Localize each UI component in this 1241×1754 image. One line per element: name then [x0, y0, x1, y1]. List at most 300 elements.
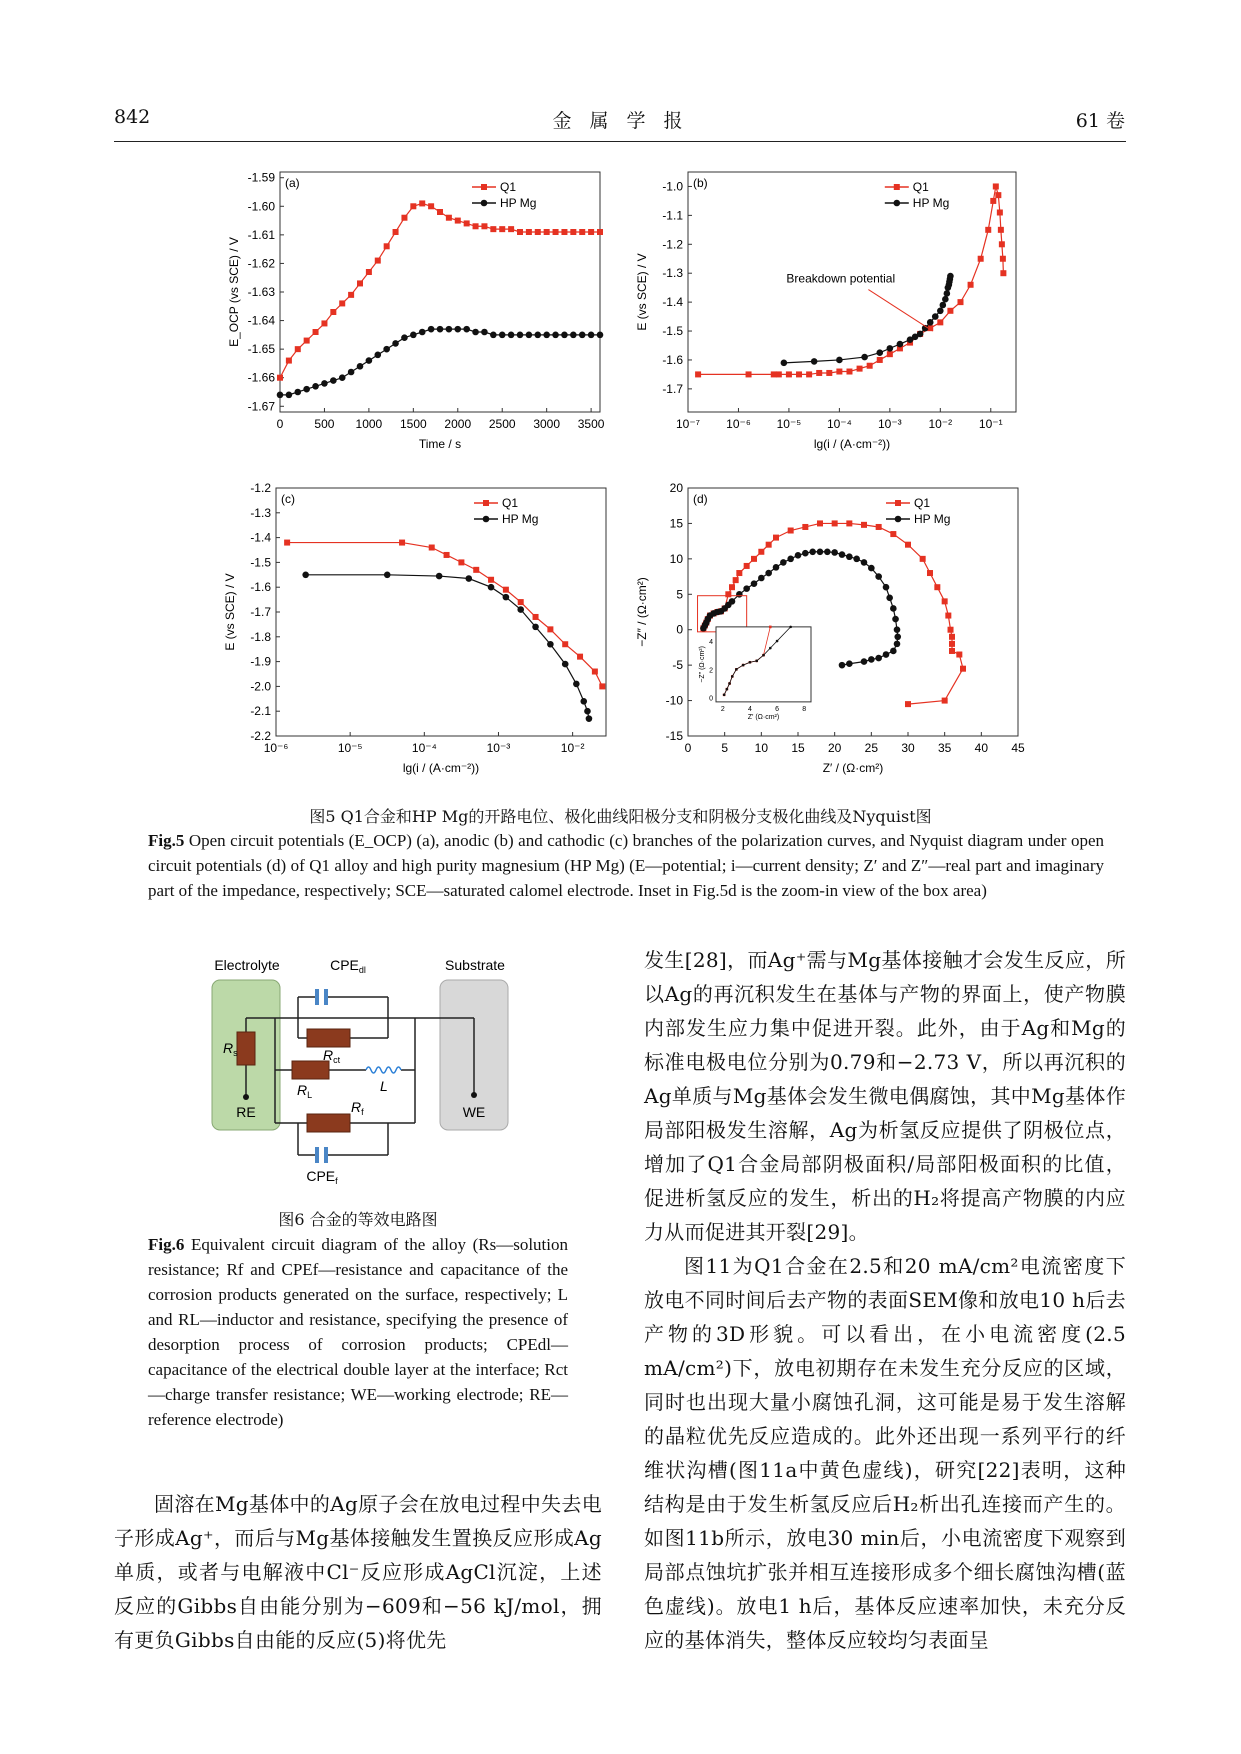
- data-point: [832, 520, 838, 526]
- data-point: [883, 651, 890, 658]
- x-axis-label: Time / s: [418, 437, 462, 451]
- data-point: [410, 203, 416, 209]
- data-point: [481, 329, 488, 336]
- data-point: [846, 660, 853, 667]
- data-point: [875, 655, 882, 662]
- data-point: [949, 641, 955, 647]
- y-tick-label: -1.6: [250, 580, 271, 595]
- data-point: [573, 681, 580, 688]
- data-point: [897, 341, 904, 348]
- data-point: [383, 346, 390, 353]
- data-point: [463, 326, 470, 333]
- data-point: [437, 326, 444, 333]
- panel-d: [635, 481, 1025, 775]
- legend-marker: [481, 200, 488, 207]
- data-point: [861, 658, 868, 665]
- x-tick-label: 10⁻⁴: [826, 417, 852, 431]
- legend-label: HP Mg: [914, 512, 951, 526]
- data-point: [580, 698, 587, 705]
- y-axis-label: E (vs SCE) / V: [635, 253, 649, 331]
- panel-a-frame: [280, 172, 600, 412]
- x-tick-label: 10⁻⁵: [776, 417, 802, 431]
- electrolyte-label: Electrolyte: [214, 957, 280, 973]
- data-point: [499, 226, 505, 232]
- data-point: [802, 550, 809, 557]
- data-point: [312, 383, 319, 390]
- cpe-f-label: $CPE_f$: [306, 1168, 338, 1185]
- data-point: [458, 559, 464, 565]
- data-point: [839, 662, 846, 669]
- y-tick-label: -1.61: [247, 227, 275, 242]
- inset-y-tick-label: 0: [709, 695, 713, 703]
- data-point: [883, 584, 890, 591]
- fig6-caption-en: [148, 1232, 568, 1432]
- data-point: [894, 634, 901, 641]
- x-tick-label: 10⁻⁷: [675, 417, 701, 431]
- data-point: [736, 591, 743, 598]
- data-point: [366, 269, 372, 275]
- data-point: [518, 599, 524, 605]
- data-point: [508, 226, 514, 232]
- inset-frame: [716, 627, 811, 702]
- fig5-caption-text: Open circuit potentials (E_OCP) (a), anodic (b) and cathodic (c) branches of the polarization curves, and Nyquist diagram under open circuit potentials (d) of Q1 alloy and high purity magnesium (HP Mg) (E—potential; i—current density; Z′ and Z″—real part and imaginary part of the impedance, respectively; SCE—saturated calomel electrode. Inset in Fig.5d is the zoom-in view of the box area): [148, 831, 1105, 900]
- data-point: [766, 542, 772, 548]
- data-point: [743, 585, 750, 592]
- data-point: [927, 570, 933, 576]
- data-point: [773, 564, 780, 571]
- y-tick-label: -1.5: [662, 324, 683, 339]
- y-tick-label: 5: [676, 587, 683, 602]
- data-point: [295, 346, 301, 352]
- inset-point: [728, 682, 731, 685]
- panel-c-frame: [276, 488, 606, 736]
- data-point: [942, 598, 948, 604]
- x-tick-label: 1500: [399, 417, 427, 431]
- data-point: [787, 556, 794, 563]
- data-point: [455, 218, 461, 224]
- panel-label: (b): [693, 176, 708, 190]
- data-point: [277, 392, 284, 399]
- data-point: [410, 332, 417, 339]
- x-tick-label: 0: [276, 417, 284, 431]
- inset-y-tick-label: 4: [709, 639, 713, 647]
- data-point: [846, 369, 852, 375]
- rct-label: $R_{ct}$: [323, 1047, 341, 1065]
- data-point: [733, 577, 739, 583]
- legend-label: Q1: [914, 496, 931, 510]
- data-point: [466, 575, 473, 582]
- data-point: [846, 520, 852, 526]
- inset-point: [769, 626, 772, 629]
- x-tick-label: 20: [827, 741, 842, 755]
- data-point: [947, 273, 954, 280]
- data-point: [586, 715, 593, 722]
- data-point: [932, 313, 939, 320]
- data-point: [999, 241, 1005, 247]
- data-point: [488, 584, 495, 591]
- data-point: [375, 258, 381, 264]
- series-line-hp-mg: [280, 329, 600, 395]
- y-tick-label: 15: [669, 516, 683, 531]
- data-point: [588, 332, 595, 339]
- series-line-hp-mg: [784, 276, 951, 363]
- data-point: [905, 542, 911, 548]
- data-point: [499, 332, 506, 339]
- rs-resistor: [237, 1032, 255, 1065]
- data-point: [861, 522, 867, 528]
- data-point: [384, 243, 390, 249]
- data-point: [446, 326, 453, 333]
- data-point: [357, 363, 364, 370]
- data-point: [736, 570, 742, 576]
- data-point: [321, 320, 327, 326]
- data-point: [890, 531, 896, 537]
- y-tick-label: -1.2: [662, 237, 683, 252]
- data-point: [526, 229, 532, 235]
- x-tick-label: 40: [974, 741, 989, 755]
- x-tick-label: 10⁻⁶: [726, 417, 751, 431]
- y-tick-label: -1.4: [662, 295, 683, 310]
- y-tick-label: -1.9: [250, 654, 271, 669]
- data-point: [960, 666, 966, 672]
- legend-marker: [895, 516, 902, 523]
- fig5-caption-en: [148, 828, 1104, 903]
- series-line-q1: [287, 543, 602, 687]
- data-point: [773, 535, 779, 541]
- data-point: [809, 548, 816, 555]
- y-tick-label: -1.7: [662, 381, 683, 396]
- y-axis-label: E_OCP (vs SCE) / V: [227, 237, 241, 347]
- data-point: [948, 627, 954, 633]
- data-point: [1000, 256, 1006, 262]
- y-tick-label: -1.60: [247, 199, 275, 214]
- cpe-dl-label: $CPE_{dl}$: [330, 957, 366, 975]
- data-point: [887, 345, 894, 352]
- x-tick-label: 10: [754, 741, 769, 755]
- data-point: [330, 309, 336, 315]
- data-point: [751, 556, 757, 562]
- inductor-label: L: [380, 1078, 388, 1094]
- inset-x-tick-label: 6: [775, 705, 780, 713]
- data-point: [746, 371, 752, 377]
- data-point: [570, 229, 576, 235]
- data-point: [868, 565, 875, 572]
- data-point: [592, 669, 598, 675]
- x-tick-label: 500: [314, 417, 335, 431]
- x-tick-label: 10⁻³: [878, 417, 902, 431]
- breakdown-annotation: Breakdown potential: [786, 271, 896, 286]
- x-tick-label: 35: [937, 741, 952, 755]
- data-point: [330, 377, 337, 384]
- y-axis-label: −Z″ / (Ω·cm²): [635, 577, 649, 647]
- fig6-caption-cn: 图6 合金的等效电路图: [278, 1210, 438, 1229]
- x-tick-label: 10⁻⁵: [337, 741, 363, 755]
- x-tick-label: 1000: [355, 417, 383, 431]
- data-point: [875, 573, 882, 580]
- data-point: [503, 594, 510, 601]
- header-rule: [114, 141, 1126, 142]
- data-point: [419, 200, 425, 206]
- y-tick-label: 0: [676, 622, 683, 637]
- data-point: [877, 357, 883, 363]
- data-point: [472, 329, 479, 336]
- data-point: [887, 351, 893, 357]
- rct-resistor: [307, 1029, 350, 1047]
- x-axis-label: lg(i / (A·cm⁻²)): [402, 761, 480, 775]
- data-point: [990, 198, 996, 204]
- y-tick-label: -1.6: [662, 352, 683, 367]
- rf-resistor: [307, 1114, 350, 1132]
- data-point: [313, 329, 319, 335]
- data-point: [944, 290, 951, 297]
- data-point: [997, 209, 1003, 215]
- inset-point: [755, 660, 758, 663]
- data-point: [535, 229, 541, 235]
- x-tick-label: 0: [684, 741, 692, 755]
- data-point: [957, 299, 963, 305]
- rs-label: $R_s$: [223, 1040, 238, 1058]
- data-point: [543, 332, 550, 339]
- data-point: [436, 573, 443, 580]
- data-point: [786, 371, 792, 377]
- data-point: [894, 641, 901, 648]
- data-point: [357, 280, 363, 286]
- volume: 61 卷: [1075, 110, 1125, 132]
- data-point: [806, 371, 812, 377]
- data-point: [886, 595, 893, 602]
- data-point: [949, 634, 955, 640]
- fig6-caption-text: Equivalent circuit diagram of the alloy (Rs—solution resistance; Rf and CPEf—resistance and capacitance of the corrosion products generated on the surface, respectively; L and RL—inductor and resistance, specifying the presence of desorption process of corrosion products; CPEdl—capacitance of the electrical double layer at the interface; Rct—charge transfer resistance; WE—working electrode; RE—reference electrode): [148, 1235, 568, 1429]
- y-tick-label: -10: [665, 693, 683, 708]
- series-line-q1: [280, 203, 600, 377]
- data-point: [758, 575, 765, 582]
- y-tick-label: -1.3: [662, 266, 683, 281]
- data-point: [533, 614, 539, 620]
- data-point: [444, 552, 450, 558]
- data-point: [384, 572, 391, 579]
- data-point: [428, 326, 435, 333]
- data-point: [947, 308, 953, 314]
- x-tick-label: 10⁻⁴: [411, 741, 437, 755]
- y-tick-label: -1.8: [250, 629, 271, 644]
- data-point: [577, 654, 583, 660]
- data-point: [321, 380, 328, 387]
- data-point: [544, 229, 550, 235]
- page-number: 842: [114, 106, 151, 128]
- data-point: [517, 229, 523, 235]
- legend-marker: [894, 200, 901, 207]
- data-point: [937, 319, 943, 325]
- data-point: [695, 371, 701, 377]
- data-point: [949, 648, 955, 654]
- cpe-dl-symbol: [317, 989, 326, 1005]
- data-point: [532, 624, 539, 631]
- data-point: [780, 559, 787, 566]
- data-point: [788, 528, 794, 534]
- y-tick-label: -1.62: [247, 256, 275, 271]
- y-tick-label: -1.63: [247, 285, 275, 299]
- y-tick-label: -1.2: [250, 481, 271, 495]
- data-point: [401, 215, 407, 221]
- data-point: [1000, 270, 1006, 276]
- data-point: [599, 683, 605, 689]
- data-point: [277, 375, 283, 381]
- figure-6-circuit: [200, 955, 540, 1185]
- panel-c: [223, 481, 606, 775]
- re-terminal: [243, 1094, 249, 1100]
- data-point: [393, 229, 399, 235]
- data-point: [552, 332, 559, 339]
- data-point: [488, 577, 494, 583]
- data-point: [867, 363, 873, 369]
- data-point: [839, 551, 846, 558]
- data-point: [945, 613, 951, 619]
- inset-point: [742, 664, 745, 667]
- data-point: [508, 332, 515, 339]
- data-point: [547, 641, 554, 648]
- body-right-paragraph-2: 图11为Q1合金在2.5和20 mA/cm²电流密度下放电不同时间后去产物的表面SEM像和放电10 h后去产物的3D形貌。可以看出，在小电流密度(2.5 mA/cm²)下，放电初期存在未发生充分反应的区域，同时也出现大量小腐蚀孔洞，这可能是易于发生溶解的晶粒优先反应造成的。此外还出现一系列平行的纤维状沟槽(图11a中黄色虚线)，研究[22]表明，这种结构是由于发生析氢反应后H₂析出孔连接而产生的。如图11b所示，放电30 min后，小电流密度下观察到局部点蚀坑扩张并相互连接形成多个细长腐蚀沟槽(蓝色虚线)。放电1 h后，基体反应速率加快，未充分反应的基体消失，整体反应较均匀表面呈: [644, 1254, 1126, 1652]
- legend-label: Q1: [912, 180, 929, 194]
- inductor-symbol: [366, 1067, 401, 1073]
- legend-label: HP Mg: [500, 196, 537, 210]
- series-line-hp-mg: [306, 575, 589, 719]
- y-tick-label: -5: [672, 658, 683, 673]
- data-point: [303, 386, 310, 393]
- legend-label: HP Mg: [912, 196, 950, 210]
- data-point: [553, 229, 559, 235]
- data-point: [824, 548, 831, 555]
- fig5-caption-label: Fig.5: [148, 831, 185, 850]
- data-point: [942, 296, 949, 303]
- data-point: [401, 334, 408, 341]
- panel-b: [635, 172, 1016, 451]
- y-tick-label: 20: [669, 481, 683, 495]
- data-point: [857, 366, 863, 372]
- data-point: [744, 563, 750, 569]
- panel-a: [227, 171, 605, 451]
- re-label: RE: [236, 1104, 256, 1120]
- data-point: [968, 282, 974, 288]
- inset-x-tick-label: 8: [802, 705, 807, 713]
- y-tick-label: -1.64: [247, 313, 275, 328]
- data-point: [437, 209, 443, 215]
- data-point: [927, 319, 934, 326]
- data-point: [503, 587, 509, 593]
- panel-label: (c): [281, 492, 295, 506]
- journal-title: 金 属 学 报: [552, 110, 689, 132]
- data-point: [817, 548, 824, 555]
- data-point: [802, 524, 808, 530]
- y-tick-label: -1.65: [247, 342, 275, 357]
- data-point: [473, 223, 479, 229]
- data-point: [781, 360, 788, 367]
- data-point: [751, 580, 758, 587]
- y-tick-label: -1.5: [250, 555, 271, 570]
- data-point: [286, 358, 292, 364]
- x-tick-label: 3000: [533, 417, 561, 431]
- inset-point: [731, 675, 734, 678]
- legend-label: HP Mg: [502, 512, 539, 526]
- x-tick-label: 10⁻¹: [978, 417, 1003, 431]
- inset-y-label: −Z″ (Ω·cm²): [699, 646, 706, 683]
- data-point: [304, 338, 310, 344]
- data-point: [725, 591, 731, 597]
- data-point: [868, 656, 875, 663]
- data-point: [826, 370, 832, 376]
- y-tick-label: -1.7: [250, 605, 271, 619]
- data-point: [454, 326, 461, 333]
- data-point: [348, 292, 354, 298]
- data-point: [836, 357, 843, 364]
- data-point: [517, 606, 524, 613]
- data-point: [374, 352, 381, 359]
- body-right-paragraph-1: 发生[28]，而Ag⁺需与Mg基体接触才会发生反应，所以Ag的再沉积发生在基体与产物的界面上，使产物膜内部发生应力集中促进开裂。此外，由于Ag和Mg的标准电极电位分别为0.79和−2.73 V，所以再沉积的Ag单质与Mg基体会发生微电偶腐蚀，其中Mg基体作局部阳极发生溶解，Ag为析氢反应提供了阴极位点，增加了Q1合金局部阴极面积/局部阳极面积的比值，促进析氢反应的发生，析出的H₂将提高产物膜的内应力从而促进其开裂[29]。: [644, 948, 1126, 1244]
- data-point: [464, 220, 470, 226]
- data-point: [942, 698, 948, 704]
- legend-marker: [483, 516, 490, 523]
- data-point: [876, 524, 882, 530]
- panel-label: (a): [285, 176, 300, 190]
- legend-marker: [894, 184, 900, 190]
- data-point: [978, 256, 984, 262]
- data-point: [729, 598, 736, 605]
- x-tick-label: 10⁻³: [486, 741, 511, 755]
- legend-marker: [895, 500, 901, 506]
- data-point: [831, 549, 838, 556]
- cpe-f-symbol: [317, 1147, 326, 1163]
- data-point: [758, 549, 764, 555]
- inset-x-tick-label: 2: [720, 705, 725, 713]
- fig6-caption-label: Fig.6: [148, 1235, 185, 1254]
- we-terminal: [471, 1092, 477, 1098]
- data-point: [286, 392, 293, 399]
- x-axis-label: lg(i / (A·cm⁻²)): [813, 437, 891, 451]
- inset-point: [726, 688, 729, 691]
- y-tick-label: -1.66: [247, 370, 275, 385]
- data-point: [339, 300, 345, 306]
- y-tick-label: -2.1: [250, 704, 271, 719]
- data-point: [339, 374, 346, 381]
- data-point: [861, 559, 868, 566]
- x-tick-label: 30: [901, 741, 915, 755]
- data-point: [429, 545, 435, 551]
- data-point: [894, 626, 901, 633]
- data-point: [579, 229, 585, 235]
- inset-point: [776, 640, 779, 643]
- data-point: [846, 553, 853, 560]
- data-point: [481, 223, 487, 229]
- data-point: [905, 701, 911, 707]
- data-point: [934, 584, 940, 590]
- inset-point: [789, 626, 792, 629]
- y-tick-label: -1.1: [662, 208, 683, 223]
- data-point: [446, 215, 452, 221]
- data-point: [561, 332, 568, 339]
- x-tick-label: 3500: [577, 417, 605, 431]
- legend-marker: [481, 184, 487, 190]
- y-axis-label: E (vs SCE) / V: [223, 573, 237, 651]
- data-point: [294, 389, 301, 396]
- data-point: [937, 307, 944, 314]
- rl-label: $R_L$: [297, 1082, 313, 1100]
- data-point: [284, 540, 290, 546]
- data-point: [816, 370, 822, 376]
- x-tick-label: 25: [864, 741, 879, 755]
- panel-label: (d): [693, 492, 708, 506]
- data-point: [940, 302, 947, 309]
- data-point: [836, 369, 842, 375]
- annotation-arrow: [868, 290, 932, 331]
